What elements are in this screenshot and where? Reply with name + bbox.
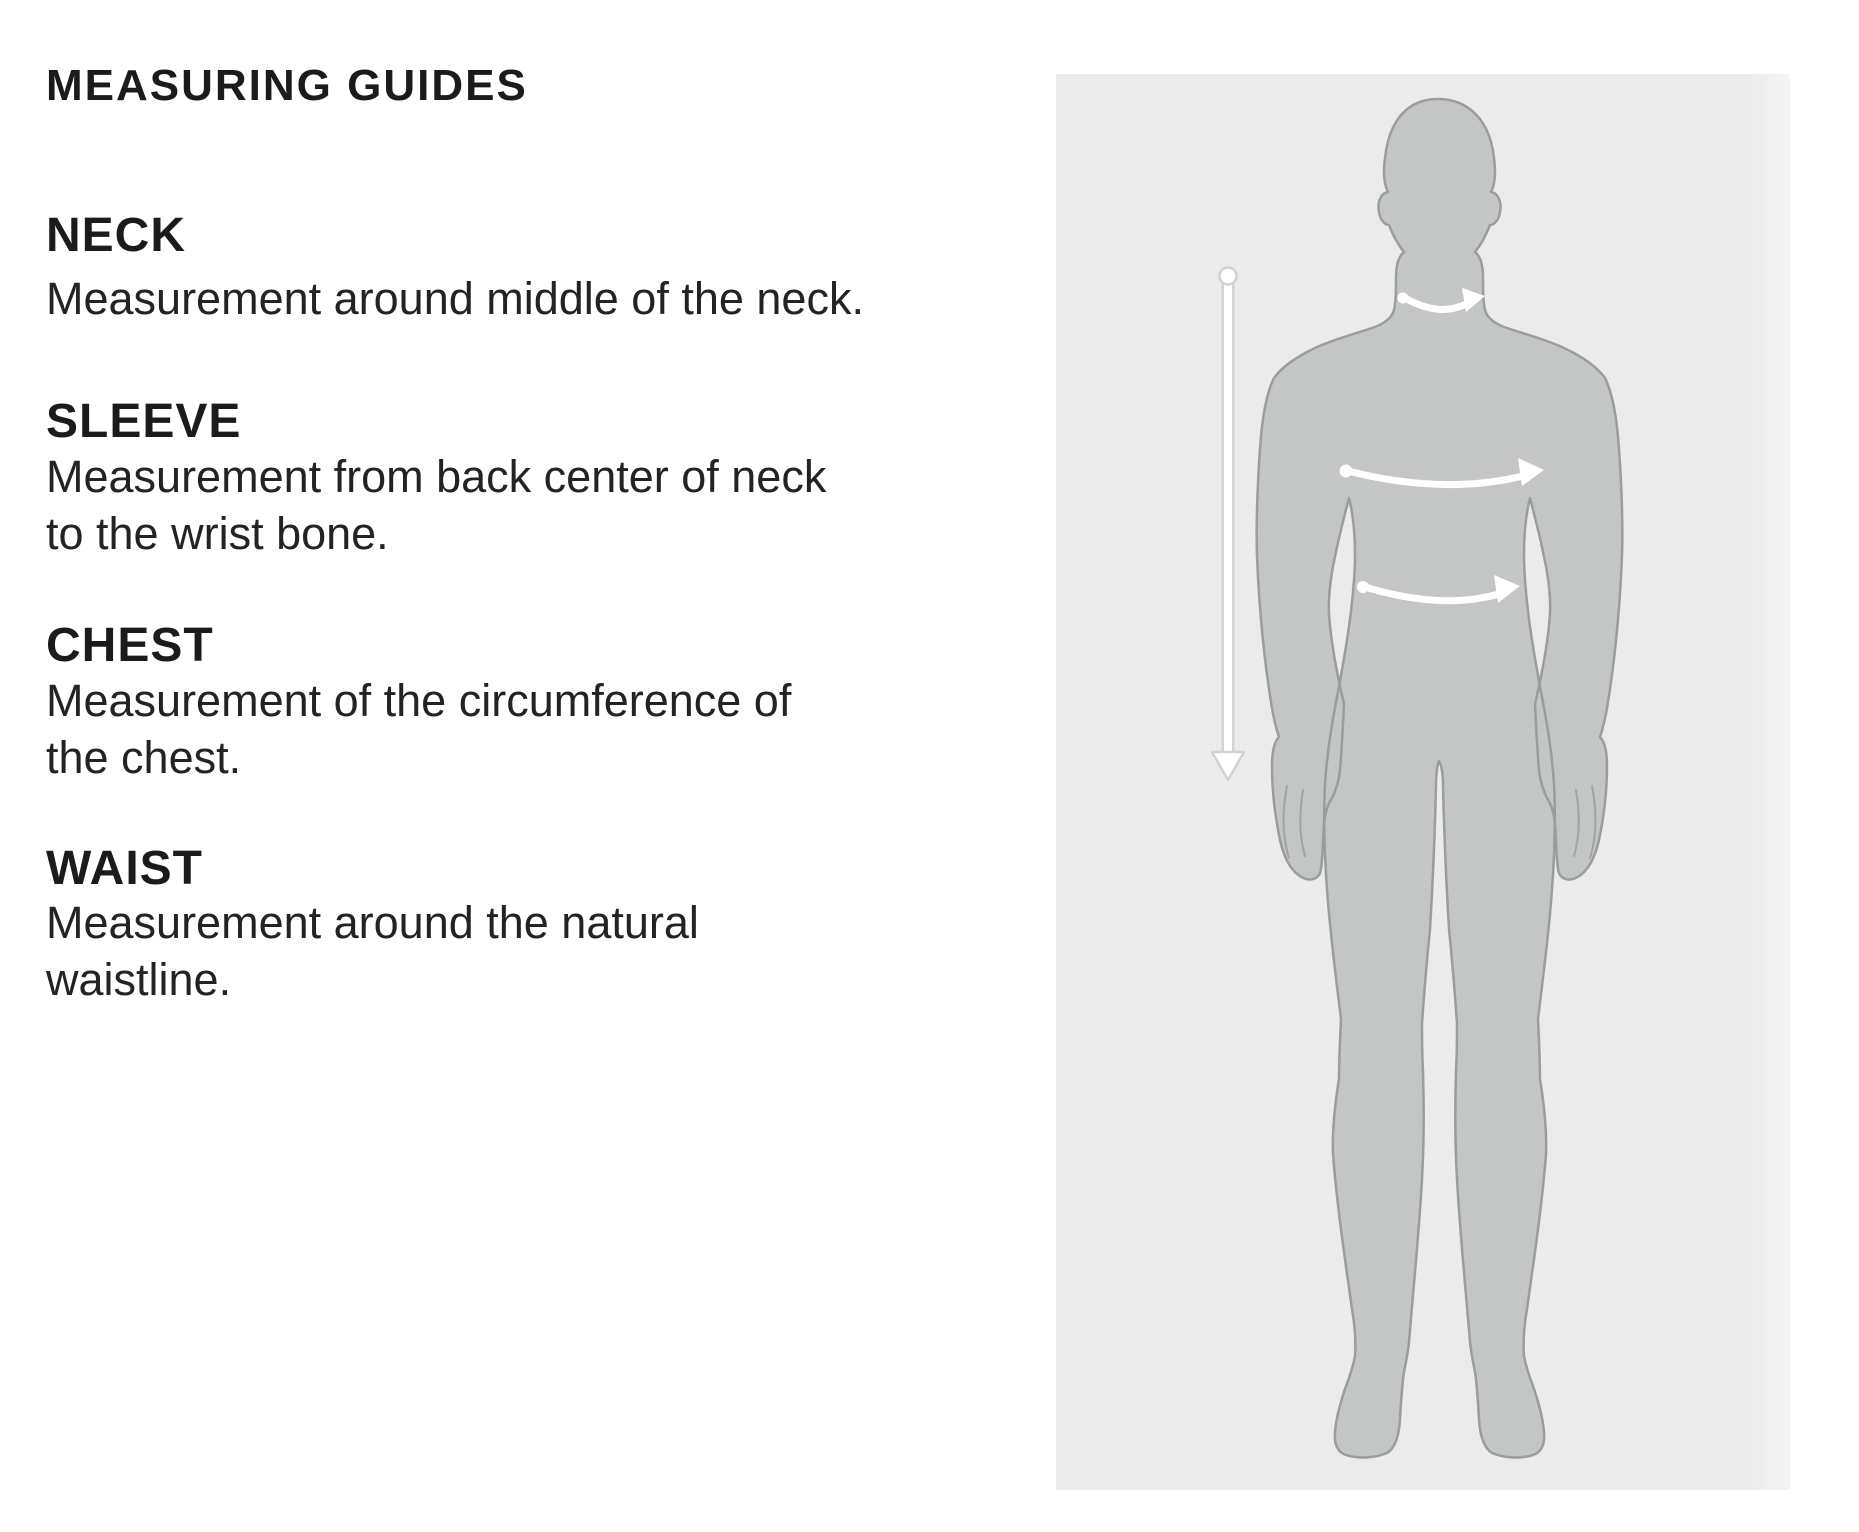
description-line: waistline. xyxy=(46,954,232,1005)
section-heading-waist: WAIST xyxy=(46,842,203,895)
section-heading-neck: NECK xyxy=(46,209,187,262)
section-description-neck xyxy=(46,270,864,327)
description-line: Measurement of the circumference of xyxy=(46,675,792,726)
page-title: MEASURING GUIDES xyxy=(46,61,528,110)
section-description-chest xyxy=(46,672,791,786)
description-line: Measurement around middle of the neck. xyxy=(46,273,864,324)
size-guide-figure-panel xyxy=(1056,74,1790,1490)
section-description-waist xyxy=(46,894,699,1008)
description-line: to the wrist bone. xyxy=(46,508,389,559)
section-heading-chest: CHEST xyxy=(46,619,214,672)
description-line: Measurement around the natural xyxy=(46,897,699,948)
section-description-sleeve xyxy=(46,448,826,562)
sleeve-line-start-dot xyxy=(1220,268,1237,285)
description-line: the chest. xyxy=(46,732,242,783)
description-line: Measurement from back center of neck xyxy=(46,451,827,502)
section-heading-sleeve: SLEEVE xyxy=(46,395,242,448)
